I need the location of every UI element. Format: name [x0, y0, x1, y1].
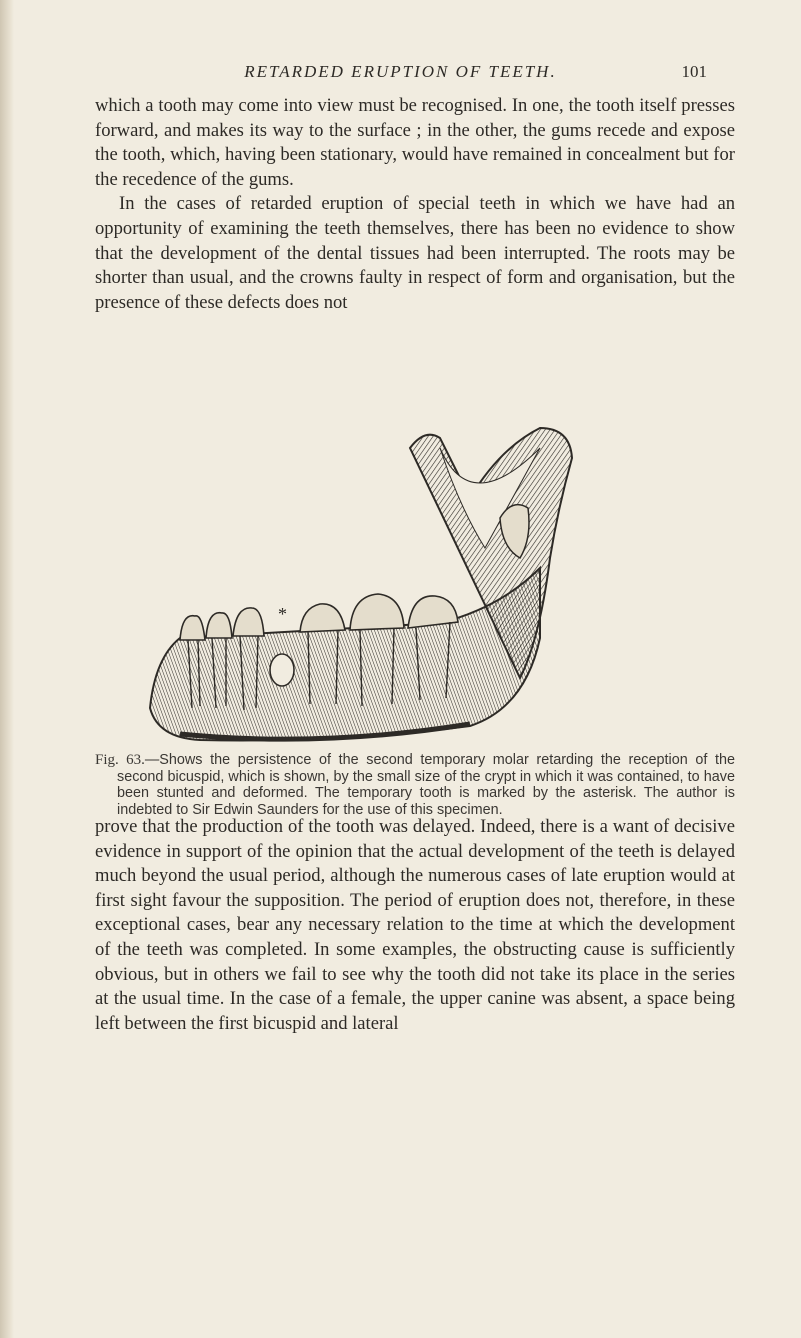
figure-caption-text: —Shows the persistence of the second temporary molar retarding the reception of the second bicuspid, which is shown, by the small size of the crypt in which it was contained, to have been stunted and deformed. The temporary tooth is marked by the asterisk. The author is indebted to Sir Edwin Saunders for the use of this specimen.	[117, 752, 735, 818]
figure-label: Fig. 63.	[95, 752, 145, 768]
page-edge-shadow	[0, 0, 14, 1338]
paragraph-retarded-eruption: In the cases of retarded eruption of special teeth in which we have had an opportunity of examining the teeth themselves, there has been no evidence to show that the development of the dental tissues had been interrupted. The roots may be shorter than usual, and the crowns faulty in respect of form and organisation, but the presence of these defects does not	[95, 193, 735, 313]
paragraph-production-delayed: prove that the production of the tooth was delayed. Indeed, there is a want of decisive evidence in support of the opinion that the actual development of the teeth is delayed much beyond the usual period, although the numerous cases of late eruption would at first sight favour the supposition. The period of eruption does not, therefore, in these exceptional cases, bear any necessary relation to the time at which the development of the teeth was completed. In some examples, the obstructing cause is sufficiently obvious, but in others we fail to see why the tooth did not take its place in the series at the usual time. In the case of a female, the upper canine was absent, a space being left between the first bicuspid and lateral	[95, 816, 735, 1034]
paragraph-continued: which a tooth may come into view must be recognised. In one, the tooth itself presses forward, and makes its way to the surface ; in the other, the gums recede and expose the tooth, which, having been stationary, would have remained in concealment but for the recedence of the gums.	[95, 95, 735, 190]
figure-63-jaw-engraving	[140, 408, 590, 748]
running-head	[0, 62, 801, 86]
bicuspid-crypt	[270, 654, 294, 686]
running-head-title: RETARDED ERUPTION OF TEETH.	[244, 62, 557, 81]
asterisk-marker: *	[278, 604, 287, 624]
body-text-bottom	[95, 815, 735, 1036]
page-number: 101	[681, 62, 707, 81]
jaw-illustration	[140, 408, 590, 748]
figure-caption	[95, 752, 735, 818]
body-text-top	[95, 94, 735, 315]
